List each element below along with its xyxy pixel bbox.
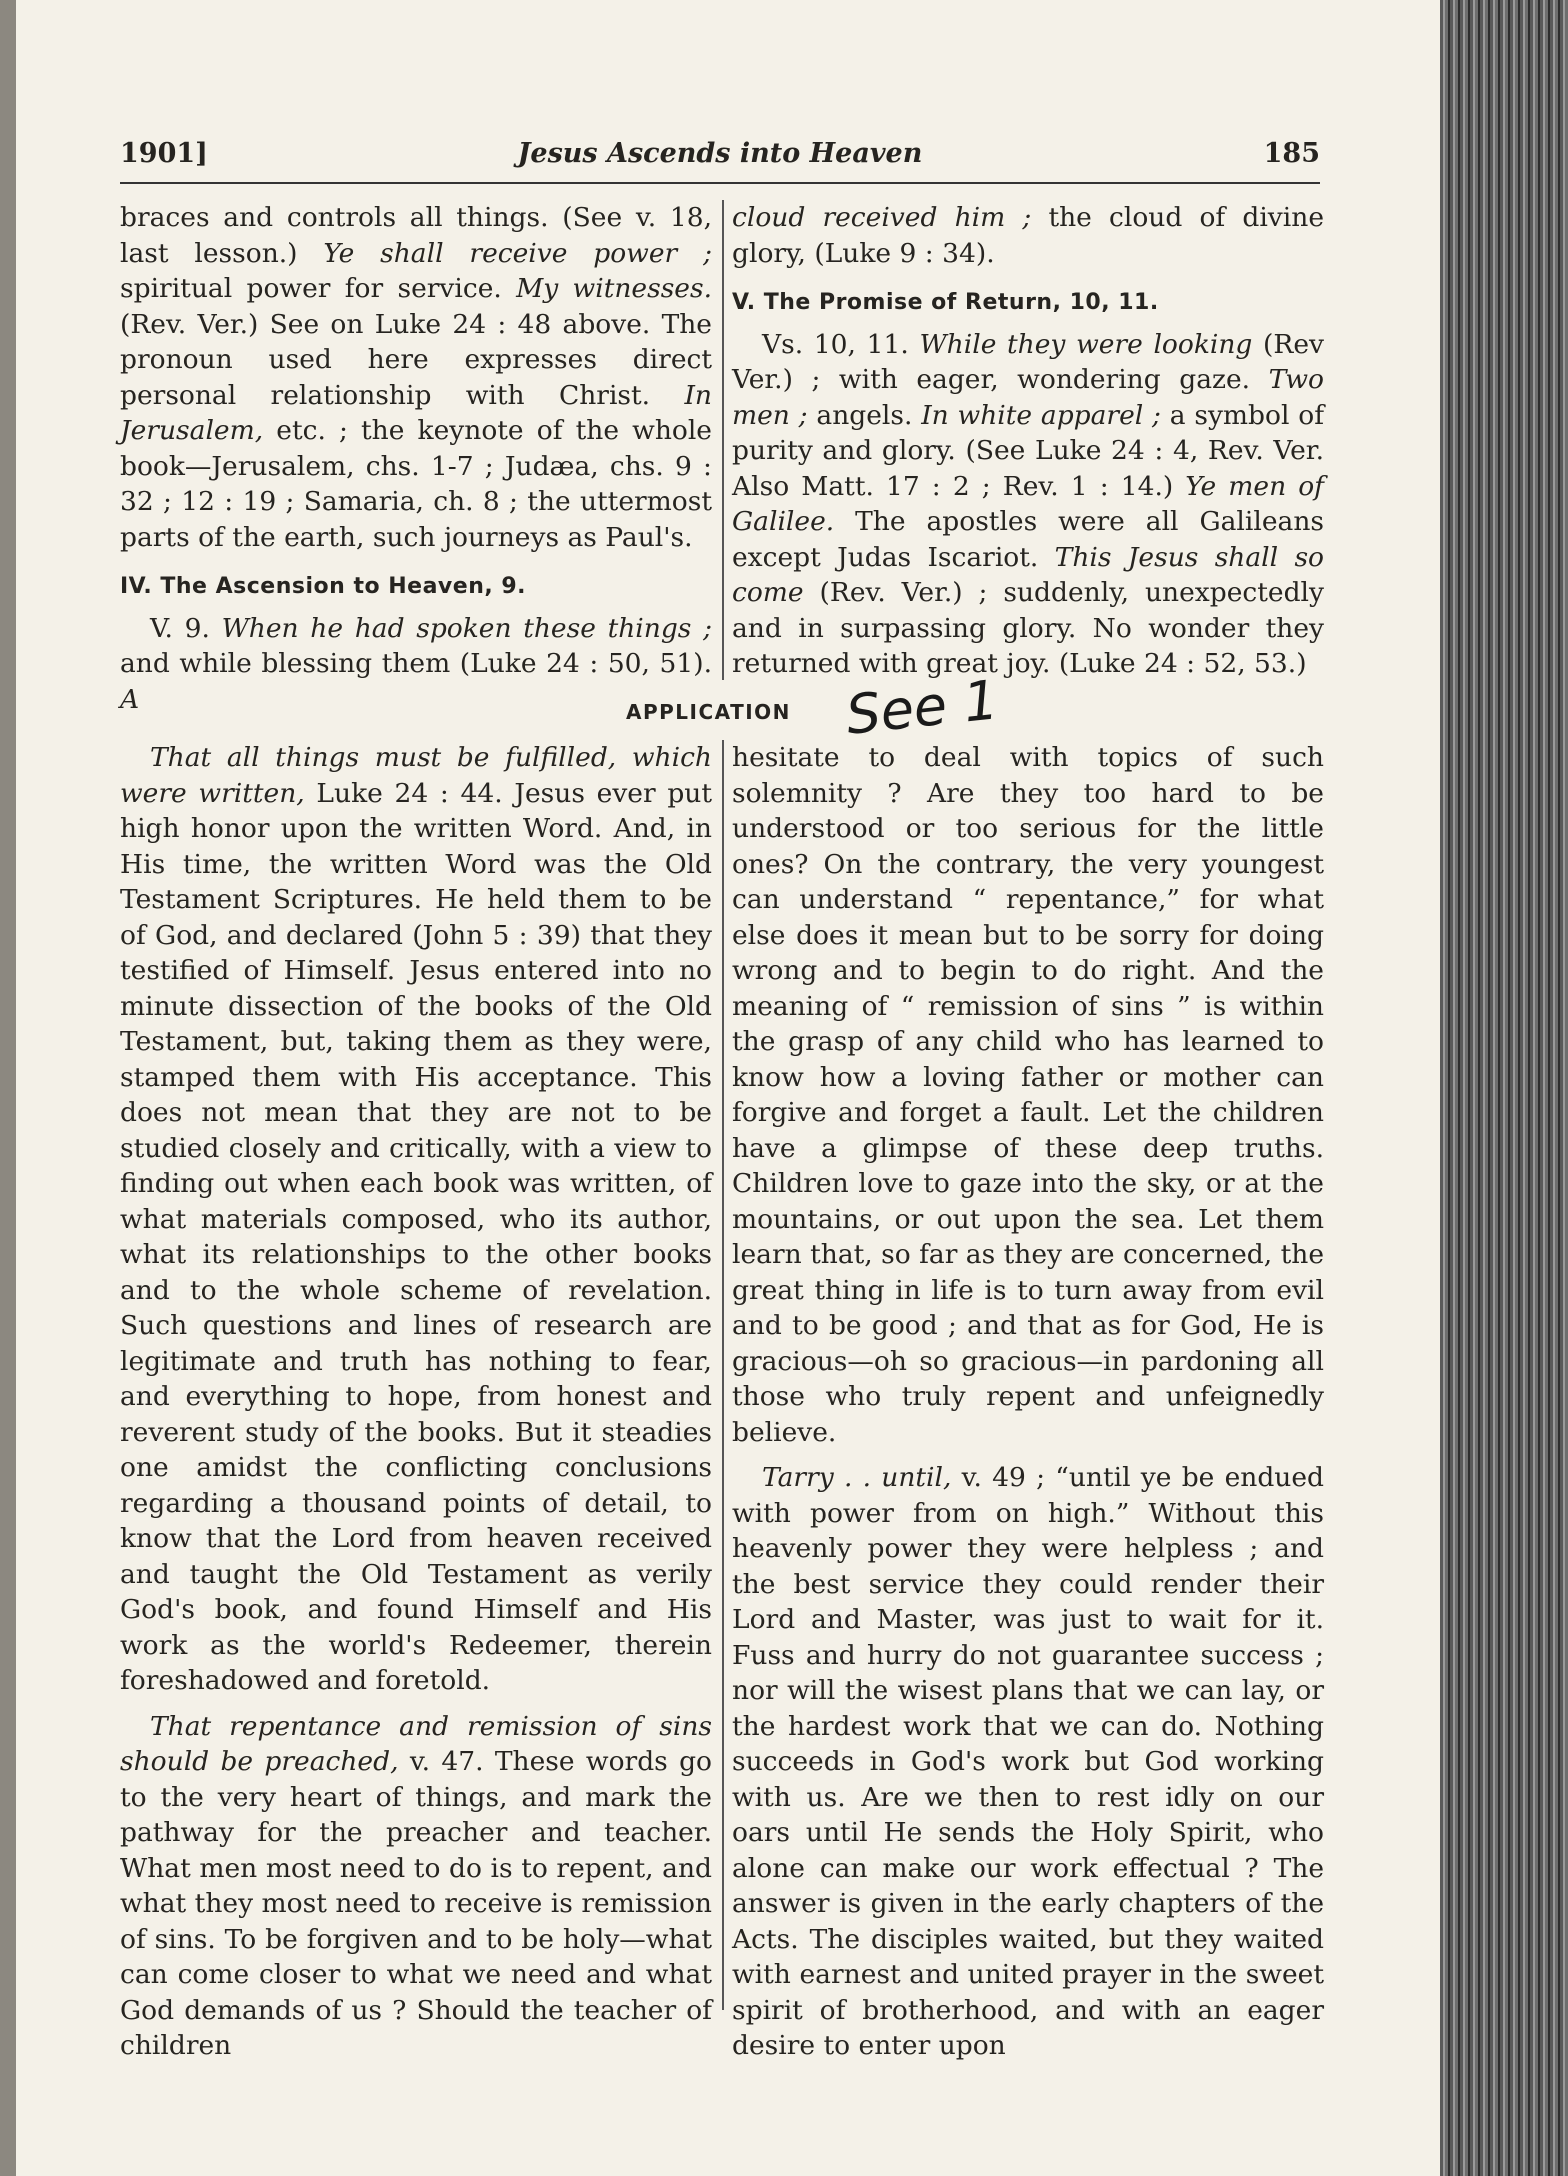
text-run: My witnesses. — [516, 273, 712, 304]
paragraph — [120, 1709, 712, 2064]
header-rule — [120, 182, 1320, 184]
text-run: the cloud of divine glory, (Luke 9 : 34). — [732, 202, 1324, 269]
header-year: 1901] — [120, 138, 208, 169]
text-run: The apostles were all Galileans except Judas Iscariot. — [732, 506, 1324, 573]
text-run: This Jesus shall so come — [732, 541, 1324, 608]
text-run: Luke 24 : 44. Jesus ever put high honor upon the written Word. And, in His time, the written Word was the Old Testament Scriptures. He held them to be of God, and declared (John 5 : 39) that they testified of Himself. Jesus entered into no minute dissection of the books of the Old Testament, but, taking them as they were, stamped them with His acceptance. This does not mean that they are not to be studied closely and critically, with a view to finding out when each book was written, of what materials composed, who its author, what its relationships to the other books and to the whole scheme of revelation. Such questions and lines of research are legitimate and truth has nothing to fear, and everything to hope, from honest and reverent study of the books. But it steadies one amidst the conflicting conclusions regarding a thousand points of detail, to know that the Lord from heaven received and taught the Old Testament as verily God's book, and found Himself and His work as the world's Redeemer, therein foreshadowed and foretold. — [120, 777, 713, 1696]
paragraph: hesitate to deal with topics of such solemnity ? Are they too hard to be understood or too serious for the little ones? On the contrary, the very youngest can understand “ repentance,” for what else does it mean but to be sorry for doing wrong and to begin to do right. And the meaning of “ remission of sins ” is within the grasp of any child who has learned to know how a loving father or mother can forgive and forget a fault. Let the children have a glimpse of these deep truths. Children love to gaze into the sky, or at the mountains, or out upon the sea. Let them learn that, so far as they are concerned, the great thing in life is to turn away from evil and to be good ; and that as for God, He is gracious—oh so gracious—in pardoning all those who truly repent and unfeignedly believe. — [732, 742, 1325, 1448]
page-number: 185 — [1263, 138, 1320, 169]
text-run: That repentance and remission of sins should be preached, — [120, 1710, 712, 1777]
bottom-left-column — [120, 740, 712, 2064]
text-run: While they were looking — [919, 328, 1253, 360]
text-run: spiritual power for service. — [120, 273, 517, 304]
handwritten-annotation: See 1 — [843, 668, 1002, 747]
text-run: Two men ; — [732, 364, 1324, 431]
text-run: v. 49 ; “until ye be endued with power from on high.” Without this heavenly power they were helpless ; and the best service they could render their Lord and Master, was just to wait for it. Fuss and hurry do not guarantee success ; nor will the wisest plans that we can lay, or the hardest work that we can do. Nothing succeeds in God's work but God working with us. Are we then to rest idly on our oars until He sends the Holy Spirit, who alone can make our work effectual ? The answer is given in the early chapters of the Acts. The disciples waited, but they waited with earnest and united prayer in the sweet spirit of brotherhood, and with an eager desire to enter upon — [732, 1462, 1324, 2061]
text-run: V. 9. — [150, 612, 222, 644]
text-run: Ye shall receive power ; — [323, 237, 712, 269]
header-title: Jesus Ascends into Heaven — [517, 138, 923, 169]
text-run: and while blessing them (Luke 24 : 50, 51). — [120, 648, 712, 679]
paragraph — [120, 200, 712, 555]
text-run: angels. — [807, 399, 922, 431]
text-run: (Rev. Ver.) See on Luke 24 : 48 above. The pronoun used here expresses direct personal relationship with Christ. — [120, 308, 712, 411]
text-run: That all things must be fulfilled, which were written, — [120, 742, 712, 809]
running-header — [120, 138, 1320, 182]
paragraph — [732, 1460, 1324, 2064]
top-right-column — [732, 200, 1324, 682]
paragraph — [120, 740, 712, 1699]
text-run: A — [120, 683, 140, 715]
text-run: Vs. 10, 11. — [762, 328, 920, 360]
text-run: cloud received him ; — [732, 202, 1032, 233]
text-run: (Rev. Ver.) ; suddenly, unexpectedly and in surpassing glory. No wonder they returned with great joy. (Luke 24 : 52, 53.) — [732, 577, 1324, 679]
paragraph — [120, 611, 712, 718]
text-run: In white apparel ; — [921, 399, 1161, 431]
section-heading-v: V. The Promise of Return, 10, 11. — [732, 290, 1159, 315]
paragraph — [732, 200, 1324, 271]
text-run: braces and controls all things. (See v. 18, last lesson.) — [120, 202, 712, 269]
text-run: v. 47. These words go to the very heart of things, and mark the pathway for the preacher and teacher. What men most need to do is to repent, and what they most need to receive is remission of sins. To be forgiven and to be holy—what can come closer to what we need and what God demands of us ? Should the teacher of children — [120, 1746, 712, 2061]
text-run: a symbol of purity and glory. (See Luke 24 : 4, Rev. Ver. Also Matt. 17 : 2 ; Rev. 1 : 14.) — [732, 399, 1324, 502]
paragraph — [732, 327, 1324, 682]
text-run: Ye men of Galilee. — [732, 470, 1324, 537]
text-run: etc. ; the keynote of the whole book—Jerusalem, chs. 1-7 ; Judæa, chs. 9 : 32 ; 12 : 19 ; Samaria, ch. 8 ; the uttermost parts of the earth, such journeys as Paul's. — [120, 415, 712, 553]
column-divider-bottom — [722, 740, 724, 2010]
bottom-right-column — [732, 740, 1324, 2064]
application-heading: APPLICATION — [626, 700, 791, 724]
text-run: When he had spoken these things ; — [221, 612, 712, 644]
column-divider-top — [722, 200, 724, 680]
section-heading-iv: IV. The Ascension to Heaven, 9. — [120, 574, 527, 599]
text-run: (Rev Ver.) ; with eager, wondering gaze. — [732, 328, 1324, 395]
top-left-column — [120, 200, 712, 717]
book-page-edges — [1440, 0, 1568, 2176]
text-run: In Jerusalem, — [120, 379, 712, 446]
text-run: Tarry . . until, — [762, 1462, 952, 1493]
